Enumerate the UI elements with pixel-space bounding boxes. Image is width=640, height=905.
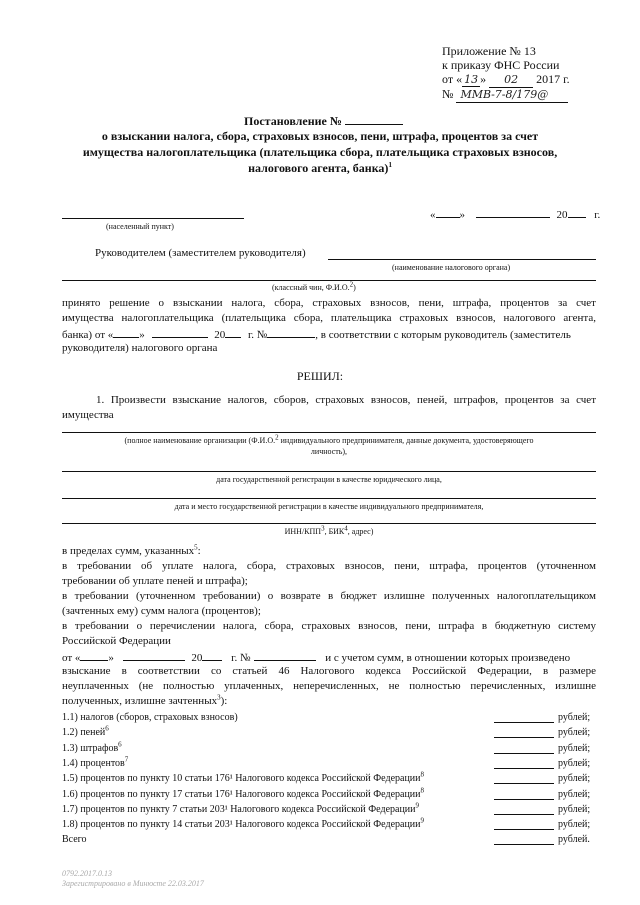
amount-item-unit: рублей; xyxy=(558,819,591,831)
amount-item-label: 1.2) пеней$^6$ xyxy=(62,724,109,739)
amount-item-label: 1.4) процентов$^7$ xyxy=(62,755,129,769)
amount-item-unit: рублей; xyxy=(558,742,591,754)
decision-line-2: имущества налогоплательщика (плательщика сбора, плательщика страховых взносов, налогового агента, xyxy=(62,312,596,324)
head-label: Руководителем (заместителем руководителя) xyxy=(95,247,306,259)
limits-line-4: (зачтенных ему) сумм налога (процентов); xyxy=(62,605,261,617)
amount-item-unit: рублей; xyxy=(558,773,591,785)
limits-line-8: взыскание в соответствии со статьей 46 Налогового кодекса Российской Федерации, в размере xyxy=(62,665,596,677)
rank-caption: (классный чин, Ф.И.О.$^2$) xyxy=(272,280,356,292)
amount-item-unit: рублей; xyxy=(558,712,591,723)
amount-item-blank xyxy=(494,834,554,845)
amount-item-unit: рублей. xyxy=(558,834,590,846)
page-title: Постановление № xyxy=(244,113,403,129)
amount-item-label: 1.5) процентов по пункту 10 статьи 176¹ Налогового кодекса Российской Федерации$^8$ xyxy=(62,770,424,785)
decision-line-4: руководителя) налогового органа xyxy=(62,342,218,354)
state-reg-caption: дата государственной регистрации в качестве юридического лица, xyxy=(216,475,442,484)
limits-line-2: требовании об уплате пеней и штрафа); xyxy=(62,575,248,587)
amount-item-blank xyxy=(494,758,554,769)
appendix-month: 02 xyxy=(489,72,533,88)
state-reg-blank xyxy=(62,471,596,472)
title-subtitle-2: имущества налогоплательщика (плательщика сбора, плательщика страховых взносов, xyxy=(82,145,558,159)
decree-number-blank xyxy=(345,113,403,125)
point1-line-1: 1. Произвести взыскание налогов, сборов, страховых взносов, пеней, штрафов, процентов за счет xyxy=(96,394,596,406)
org-name-blank xyxy=(62,432,596,433)
tax-authority-caption: (наименование налогового органа) xyxy=(392,263,511,272)
amount-item-unit: рублей; xyxy=(558,727,591,739)
amount-item-unit: рублей; xyxy=(558,757,591,769)
decision-line-1: принято решение о взыскании налога, сбора, страховых взносов, пени, штрафа, процентов за счет xyxy=(62,297,596,309)
title-subtitle-1: о взыскании налога, сбора, страховых взносов, пени, штрафа, процентов за счет xyxy=(101,129,539,143)
limits-line-10: полученных, излишне зачтенных$^3$): xyxy=(62,693,228,707)
inn-blank xyxy=(62,523,596,524)
place-blank xyxy=(62,218,244,219)
amount-item-label: 1.3) штрафов$^6$ xyxy=(62,740,122,754)
ip-reg-blank xyxy=(62,498,596,499)
amount-item-label: 1.8) процентов по пункту 14 статьи 203¹ Налогового кодекса Российской Федерации$^9$ xyxy=(62,816,424,831)
amount-item-blank xyxy=(494,789,554,800)
doc-date: « » 20 г. xyxy=(430,206,600,222)
appendix-day: 13 xyxy=(464,73,479,86)
place-caption: (населенный пункт) xyxy=(106,222,174,231)
amount-item-blank xyxy=(494,773,554,784)
amount-item-blank xyxy=(494,727,554,738)
amount-item-unit: рублей; xyxy=(558,803,591,815)
appendix-line-2: к приказу ФНС России xyxy=(442,58,560,72)
amount-item-label: Всего xyxy=(62,834,87,846)
ip-reg-caption: дата и место государственной регистрации в качестве индивидуального предпринимателя, xyxy=(174,502,484,511)
amount-item-unit: рублей; xyxy=(558,788,591,800)
org-name-caption-2: личность), xyxy=(310,447,348,456)
point1-line-2: имущества xyxy=(62,409,114,421)
decision-line-3: банка) от « » 20 г. № , в соответствии с которым руководитель (заместитель xyxy=(62,326,571,342)
amount-item-blank xyxy=(494,804,554,815)
limits-line-5: в требовании о перечислении налога, сбора, страховых взносов, пени, штрафа в бюджетную систему xyxy=(62,620,596,632)
limits-line-1: в требовании об уплате налога, сбора, страховых взносов, пени, штрафа, процентов (уточненном xyxy=(62,560,596,572)
amount-item-blank xyxy=(494,743,554,754)
tax-authority-blank xyxy=(328,259,596,260)
rank-name-blank xyxy=(62,280,596,281)
limits-intro: в пределах сумм, указанных$^5$: xyxy=(62,543,201,557)
amount-item-label: 1.7) процентов по пункту 7 статьи 203¹ Налогового кодекса Российской Федерации$^9$ xyxy=(62,801,419,815)
limits-line-7: от « » 20 г. № и с учетом сумм, в отношении которых произведено xyxy=(62,649,570,665)
amount-item-label: 1.1) налогов (сборов, страховых взносов) xyxy=(62,712,238,723)
appendix-number: № ММВ-7-8/179@ xyxy=(442,87,568,103)
appendix-date: от « 13 » 02 2017 г. xyxy=(442,72,570,86)
inn-caption: ИНН/КПП$^3$, БИК$^4$, адрес) xyxy=(284,524,374,536)
amount-item-label: 1.6) процентов по пункту 17 статьи 176¹ Налогового кодекса Российской Федерации$^8$ xyxy=(62,786,424,800)
limits-line-6: Российской Федерации xyxy=(62,635,171,647)
appendix-line-1: Приложение № 13 xyxy=(442,44,536,58)
appendix-order-number: ММВ-7-8/179@ xyxy=(456,87,568,103)
amount-item-blank xyxy=(494,712,554,723)
amount-item-blank xyxy=(494,819,554,830)
resolved-heading: РЕШИЛ: xyxy=(296,369,344,383)
footer-stamp-2: Зарегистрировано в Минюсте 22.03.2017 xyxy=(62,879,204,888)
limits-line-9: неуплаченных (не полностью уплаченных, неперечисленных, не полностью перечисленных, излишне xyxy=(62,680,596,692)
limits-line-3: в требовании (уточненном требовании) о возврате в бюджет излишне полученных налогоплательщиком xyxy=(62,590,596,602)
title-subtitle-3: налогового агента, банка)$^1$ xyxy=(248,161,392,175)
org-name-caption-1: (полное наименование организации (Ф.И.О.$^2$ индивидуального предпринимателя, данные документа, удостоверяющего xyxy=(124,433,534,445)
footer-stamp-1: 0792.2017.0.13 xyxy=(62,869,112,878)
